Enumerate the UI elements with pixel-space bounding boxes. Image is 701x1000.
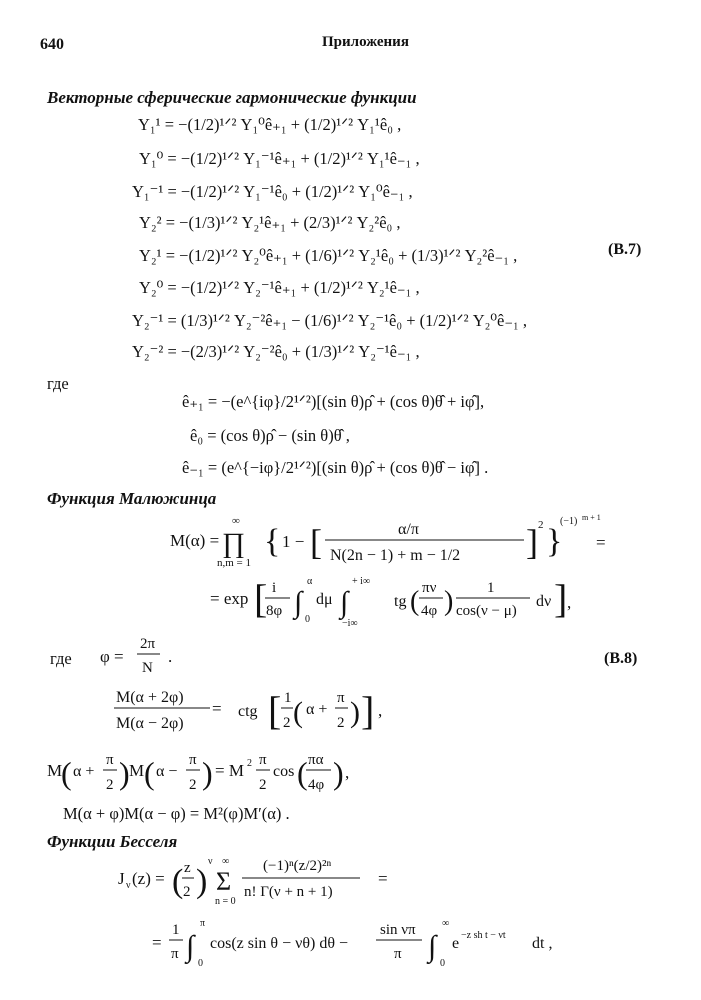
svg-text:J: J <box>118 869 125 888</box>
where-label: где <box>47 374 69 393</box>
svg-text:2: 2 <box>106 777 114 793</box>
svg-text:cos(z sin θ − νθ) dθ −: cos(z sin θ − νθ) dθ − <box>210 935 349 952</box>
equation-line: Y₂⁻¹ = (1/3)¹ᐟ² Y₂⁻²ê₊₁ − (1/6)¹ᐟ² Y₂⁻¹ê₀ + (1/2)¹ᐟ² Y₂⁰ê₋₁ , <box>132 311 528 330</box>
svg-text:−z sh t − νt: −z sh t − νt <box>461 930 506 941</box>
svg-text:N(2n − 1) + m − 1/2: N(2n − 1) + m − 1/2 <box>330 547 461 564</box>
svg-text:(: ( <box>410 586 420 617</box>
equation-line: Y₂² = −(1/3)¹ᐟ² Y₂¹ê₊₁ + (2/3)¹ᐟ² Y₂²ê₀ , <box>139 213 401 232</box>
svg-text:z: z <box>184 860 191 876</box>
svg-text:2: 2 <box>183 884 191 900</box>
svg-text:∞: ∞ <box>222 856 230 867</box>
svg-text:i: i <box>272 580 277 596</box>
svg-text:(−1): (−1) <box>560 516 578 527</box>
svg-text:∏: ∏ <box>222 528 246 559</box>
malyuzhinets-product-identity <box>47 744 377 800</box>
svg-text:∫: ∫ <box>294 586 303 619</box>
svg-text:N: N <box>142 660 153 676</box>
svg-text:πα: πα <box>308 752 324 768</box>
svg-text:ν: ν <box>208 856 213 867</box>
svg-text:M(α + 2φ): M(α + 2φ) <box>116 689 184 706</box>
svg-text:∫: ∫ <box>428 930 437 963</box>
svg-text:(: ( <box>297 755 308 791</box>
svg-text:π: π <box>106 752 114 768</box>
section-title-bessel: Функции Бесселя <box>47 832 178 851</box>
svg-text:M(α) =: M(α) = <box>170 531 220 550</box>
svg-text:cos(ν − μ): cos(ν − μ) <box>456 603 517 619</box>
svg-text:M: M <box>47 761 63 780</box>
unit-vector-definition: ê₀ = (cos θ)ρ̂ − (sin θ)θ̂ , <box>190 426 350 445</box>
svg-text:=: = <box>212 699 222 718</box>
phi-definition <box>100 632 180 678</box>
svg-text:−i∞: −i∞ <box>342 618 358 629</box>
svg-text:α −: α − <box>156 763 178 780</box>
svg-text:]: ] <box>526 522 538 562</box>
svg-text:): ) <box>444 586 454 617</box>
svg-text:= exp: = exp <box>210 589 249 608</box>
svg-text:M(α − 2φ): M(α − 2φ) <box>116 715 184 732</box>
svg-text:,: , <box>345 763 350 782</box>
svg-text:2: 2 <box>247 758 252 769</box>
svg-text:πν: πν <box>422 580 437 596</box>
svg-text:π: π <box>337 690 345 706</box>
svg-text:e: e <box>452 935 460 952</box>
svg-text:): ) <box>350 696 360 729</box>
svg-text:,: , <box>378 701 383 720</box>
svg-text:(: ( <box>293 696 303 729</box>
equation-line: Y₁⁰ = −(1/2)¹ᐟ² Y₁⁻¹ê₊₁ + (1/2)¹ᐟ² Y₁¹ê₋₁ , <box>139 149 420 168</box>
unit-vector-definition: ê₋₁ = (e^{−iφ}/2¹ᐟ²)[(sin θ)ρ̂ + (cos θ)θ̂ − iφ̂] . <box>182 458 489 477</box>
svg-text:dν: dν <box>536 593 552 610</box>
svg-text:∫: ∫ <box>186 930 195 963</box>
svg-text:2π: 2π <box>140 636 156 652</box>
svg-text:4φ: 4φ <box>308 777 325 793</box>
svg-text:(z) =: (z) = <box>132 869 165 888</box>
svg-text:1 −: 1 − <box>282 532 305 551</box>
svg-text:dt ,: dt , <box>532 935 553 952</box>
svg-text:(: ( <box>144 755 155 791</box>
malyuzhinets-integral-formula <box>210 570 590 632</box>
svg-text:4φ: 4φ <box>421 603 438 619</box>
svg-text:sin νπ: sin νπ <box>380 922 416 938</box>
bessel-series-formula <box>118 850 418 908</box>
svg-text:ν: ν <box>126 880 131 891</box>
svg-text:n! Γ(ν + n + 1): n! Γ(ν + n + 1) <box>244 884 333 900</box>
section-title-malyuzhinets: Функция Малюжинца <box>47 489 217 508</box>
svg-text:.: . <box>168 647 173 666</box>
svg-text:α +: α + <box>73 763 95 780</box>
svg-text:2: 2 <box>189 777 197 793</box>
svg-text:π: π <box>189 752 197 768</box>
section-title-vector-harmonics: Векторные сферические гармонические функции <box>47 88 417 107</box>
equation-line: Y₁¹ = −(1/2)¹ᐟ² Y₁⁰ê₊₁ + (1/2)¹ᐟ² Y₁¹ê₀ , <box>138 115 402 134</box>
svg-text:α/π: α/π <box>398 521 419 538</box>
svg-text:2: 2 <box>538 519 544 531</box>
svg-text:): ) <box>196 863 208 900</box>
svg-text:m + 1: m + 1 <box>582 513 601 522</box>
svg-text:+ i∞: + i∞ <box>352 576 371 587</box>
svg-text:(: ( <box>61 755 72 791</box>
svg-text:α: α <box>307 576 313 587</box>
svg-text:tg: tg <box>394 593 407 610</box>
page-number: 640 <box>40 36 64 53</box>
svg-text:): ) <box>119 755 130 791</box>
svg-text:=: = <box>378 869 388 888</box>
svg-text:π: π <box>200 918 206 929</box>
svg-text:∞: ∞ <box>232 515 240 527</box>
equation-line: Y₂⁰ = −(1/2)¹ᐟ² Y₂⁻¹ê₊₁ + (1/2)¹ᐟ² Y₂¹ê₋₁ , <box>139 278 420 297</box>
svg-text:1: 1 <box>172 922 180 938</box>
svg-text:ctg: ctg <box>238 703 258 720</box>
svg-text:8φ: 8φ <box>266 603 283 619</box>
bessel-integral-formula <box>152 912 602 970</box>
svg-text:0: 0 <box>305 614 310 625</box>
svg-text:2: 2 <box>283 715 291 731</box>
malyuzhinets-ratio-formula <box>112 682 402 738</box>
svg-text:{: { <box>264 523 281 560</box>
unit-vector-definition: ê₊₁ = −(e^{iφ}/2¹ᐟ²)[(sin θ)ρ̂ + (cos θ)θ̂ + iφ̂], <box>182 392 485 411</box>
equation-number: (В.8) <box>604 650 638 667</box>
svg-text:): ) <box>202 755 213 791</box>
svg-text:0: 0 <box>198 958 203 969</box>
svg-text:∫: ∫ <box>340 586 349 619</box>
svg-text:1: 1 <box>487 580 495 596</box>
svg-text:,: , <box>567 593 572 612</box>
svg-text:]: ] <box>554 576 568 621</box>
svg-text:= M: = M <box>215 761 244 780</box>
svg-text:0: 0 <box>440 958 445 969</box>
svg-text:Σ: Σ <box>216 867 232 896</box>
svg-text:(: ( <box>172 863 184 900</box>
svg-text:[: [ <box>254 576 268 621</box>
svg-text:M: M <box>129 761 145 780</box>
svg-text:[: [ <box>310 522 322 562</box>
svg-text:cos: cos <box>273 763 295 780</box>
svg-text:[: [ <box>268 688 282 733</box>
svg-text:π: π <box>259 752 267 768</box>
svg-text:2: 2 <box>337 715 345 731</box>
equation-number: (В.7) <box>608 241 642 258</box>
svg-text:2: 2 <box>259 777 267 793</box>
svg-text:1: 1 <box>284 690 292 706</box>
svg-text:n,m = 1: n,m = 1 <box>217 557 252 569</box>
svg-text:dμ: dμ <box>316 591 333 608</box>
svg-text:=: = <box>152 933 162 952</box>
malyuzhinets-product-formula <box>170 510 610 570</box>
svg-text:): ) <box>333 755 344 791</box>
svg-text:α +: α + <box>306 701 328 718</box>
running-title: Приложения <box>322 34 409 50</box>
where-label: где <box>50 649 72 668</box>
malyuzhinets-derivative-identity: M(α + φ)M(α − φ) = M²(φ)M′(α) . <box>63 804 290 823</box>
equation-line: Y₂⁻² = −(2/3)¹ᐟ² Y₂⁻²ê₀ + (1/3)¹ᐟ² Y₂⁻¹ê₋₁ , <box>132 342 420 361</box>
svg-text:π: π <box>171 946 179 962</box>
svg-text:=: = <box>596 533 606 552</box>
svg-text:(−1)ⁿ(z/2)²ⁿ: (−1)ⁿ(z/2)²ⁿ <box>263 858 332 874</box>
svg-text:]: ] <box>361 688 375 733</box>
svg-text:φ =: φ = <box>100 647 124 666</box>
svg-text:n = 0: n = 0 <box>215 896 236 907</box>
svg-text:π: π <box>394 946 402 962</box>
equation-line: Y₂¹ = −(1/2)¹ᐟ² Y₂⁰ê₊₁ + (1/6)¹ᐟ² Y₂¹ê₀ + (1/3)¹ᐟ² Y₂²ê₋₁ , <box>139 246 518 265</box>
svg-text:∞: ∞ <box>442 918 450 929</box>
svg-text:}: } <box>546 523 563 560</box>
equation-line: Y₁⁻¹ = −(1/2)¹ᐟ² Y₁⁻¹ê₀ + (1/2)¹ᐟ² Y₁⁰ê₋₁ , <box>132 182 413 201</box>
